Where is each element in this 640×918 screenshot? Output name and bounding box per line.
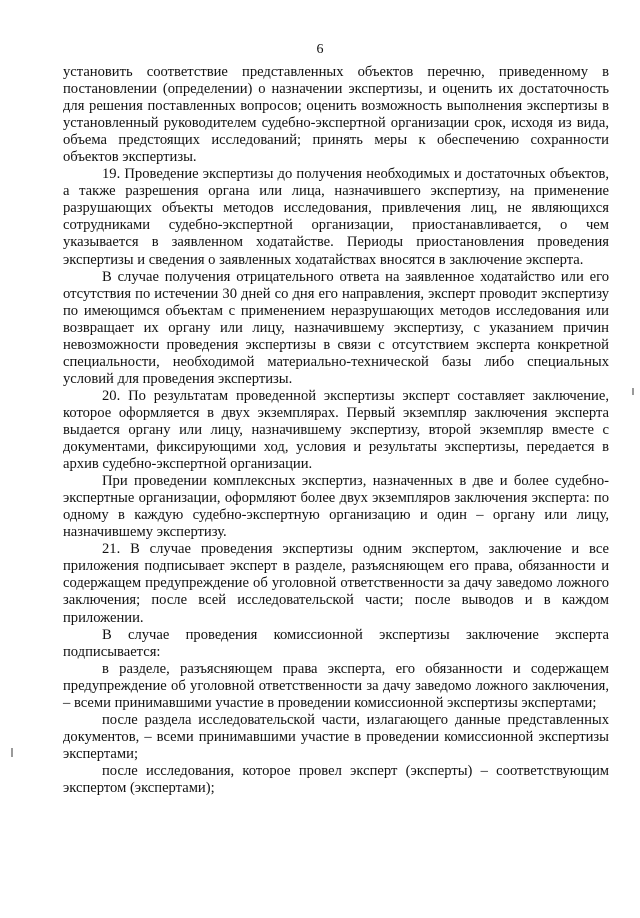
paragraph-complex-expertise: При проведении комплексных экспертиз, назначенных в две и более судебно-экспертные организации, оформляют более двух экземпляров заключения эксперта: по одному в каждую судебно-экспертную организацию и один – органу или лицу, назначившему экспертизу. [63,473,609,541]
paragraph-commission-expert-research: после исследования, которое провел эксперт (эксперты) – соответствующим экспертом (экспертами); [63,762,609,796]
paragraph-clause-20: 20. По результатам проведенной экспертизы эксперт составляет заключение, которое оформляется в двух экземплярах. Первый экземпляр заключения эксперта выдается органу или лицу, назначившему экспертизу, второй экземпляр вместе с документами, фиксирующими ход, условия и результаты экспертизы, передается в архив судебно-экспертной организации. [63,387,609,473]
document-body [63,64,609,797]
paragraph-negative-answer: В случае получения отрицательного ответа на заявленное ходатайство или его отсутствия по истечении 30 дней со дня его направления, эксперт проводит экспертизу по имеющимся объектам с применением неразрушающих методов исследования или возвращает их органу или лицу, назначившему экспертизу, с указанием причин невозможности проведения экспертизы в связи с отсутствием эксперта конкретной специальности, необходимой материально-технической базы либо специальных условий для проведения экспертизы. [63,268,609,387]
paragraph-clause-21: 21. В случае проведения экспертизы одним экспертом, заключение и все приложения подписывает эксперт в разделе, разъясняющем его права, обязанности и содержащем предупреждение об уголовной ответственности за дачу заведомо ложного заключения; после всей исследовательской части; после выводов и в каждом приложении. [63,541,609,626]
paragraph-commission-intro: В случае проведения комиссионной экспертизы заключение эксперта подписывается: [63,626,609,660]
paragraph-commission-research-section: после раздела исследовательской части, излагающего данные представленных документов, – всеми принимавшими участие в проведении комиссионной экспертизы экспертами; [63,711,609,762]
page-number: 6 [316,42,324,57]
scan-mark-right-margin [632,388,634,395]
scan-mark-left-margin [11,748,13,757]
paragraph-continuation: установить соответствие представленных объектов перечню, приведенному в постановлении (определении) о назначении экспертизы, и оценить их достаточность для решения поставленных вопросов; оценить возможность выполнения экспертизы в установленный руководителем судебно-экспертной организации срок, исходя из вида, объема предстоящих исследований; принять меры к обеспечению сохранности объектов экспертизы. [63,64,609,166]
paragraph-clause-19: 19. Проведение экспертизы до получения необходимых и достаточных объектов, а также разрешения органа или лица, назначившего экспертизу, на применение разрушающих объекты методов исследования, привлечения лиц, не являющихся сотрудниками судебно-экспертной организации, приостанавливается, о чем указывается в заявленном ходатайстве. Периоды приостановления проведения экспертизы и сведения о заявленных ходатайствах вносятся в заключение эксперта. [63,166,609,268]
paragraph-commission-rights-section: в разделе, разъясняющем права эксперта, его обязанности и содержащем предупреждение об уголовной ответственности за дачу заведомо ложного заключения, – всеми принимавшими участие в проведении комиссионной экспертизы экспертами; [63,660,609,711]
